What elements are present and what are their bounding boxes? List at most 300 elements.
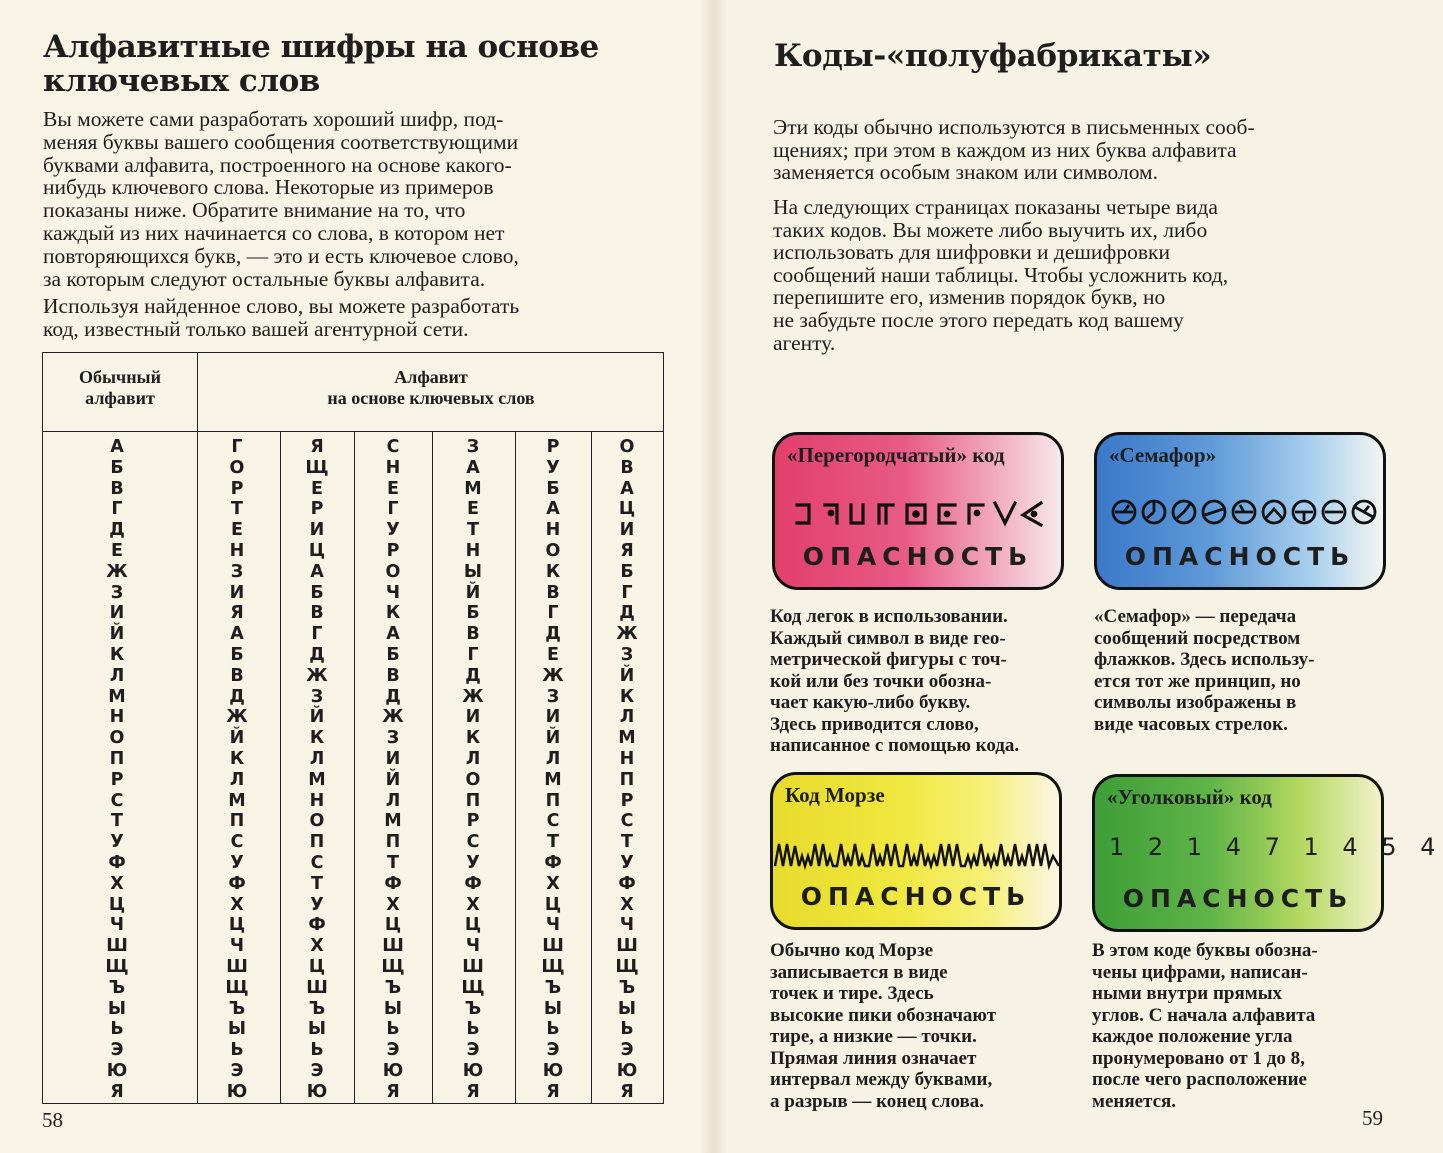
cipher-letter: Ф [228, 873, 246, 894]
cipher-letter: Е [467, 499, 479, 520]
cipher-letter: Ю [542, 1060, 564, 1081]
cipher-letter: Л [229, 769, 245, 790]
cipher-letter: Ю [226, 1081, 248, 1102]
cipher-table [42, 352, 664, 1104]
cipher-letter: Р [620, 790, 634, 811]
card-label: «Перегородчатый» код [787, 443, 1005, 467]
cipher-letter: М [544, 769, 562, 790]
cipher-letter: Й [109, 624, 125, 645]
cipher-letter: Ы [307, 1019, 327, 1040]
cipher-letter: Б [466, 603, 480, 624]
cipher-letter: Я [386, 1081, 400, 1102]
cipher-letter: Ъ [384, 977, 402, 998]
cipher-letter: К [385, 603, 401, 624]
pigpen-caption [770, 606, 1070, 757]
caption-line: Код легок в использовании. [770, 606, 1008, 627]
cipher-letter: Т [111, 811, 123, 832]
cipher-letter: Й [385, 769, 401, 790]
cipher-letter: Ф [618, 873, 636, 894]
cipher-letter: З [386, 728, 400, 749]
cipher-letter: Э [310, 1060, 324, 1081]
text-line: буквами алфавита, построенного на основе какого- [43, 152, 512, 177]
right-page-title: Коды-«полуфабрикаты» [774, 38, 1212, 74]
cipher-letter: У [546, 457, 560, 478]
cipher-letter: Ъ [228, 998, 246, 1019]
cipher-letter: Н [109, 707, 125, 728]
cipher-letter: З [230, 561, 244, 582]
cipher-letter: П [309, 832, 325, 853]
cipher-letter: Ы [383, 998, 403, 1019]
cipher-letter: Н [545, 520, 561, 541]
text-line: меняя буквы вашего сообщения соответствующими [43, 129, 519, 154]
card-word: ОПАСНОСТЬ [1124, 542, 1356, 571]
cipher-letter: Ъ [308, 998, 326, 1019]
caption-line: метрической фигуры с точ- [770, 649, 1007, 670]
cipher-letter: Ч [465, 936, 481, 957]
keyword-column [453, 437, 493, 1103]
caption-line: чены цифрами, написан- [1092, 961, 1308, 983]
cipher-letter: Ц [618, 499, 636, 520]
cipher-letter: Т [231, 499, 243, 520]
caption-line: после чего расположение [1092, 1069, 1307, 1090]
title-line: ключевых слов [43, 63, 320, 99]
plain-alphabet-column [99, 437, 135, 1103]
text-line: На следующих страницах показаны четыре вида [773, 195, 1218, 219]
text-line: заменяется особым знаком или символом. [773, 160, 1159, 185]
cipher-letter: Н [309, 790, 325, 811]
cipher-letter: В [466, 624, 480, 645]
cipher-letter: Р [466, 811, 480, 832]
card-word: ОПАСНОСТЬ [800, 882, 1032, 911]
cipher-letter: З [110, 582, 124, 603]
cipher-letter: Л [465, 748, 481, 769]
table-column-divider [354, 431, 355, 1103]
text-line: каждый из них начинается со слова, в котором нет [43, 220, 505, 245]
text-line: повторяющихся букв, — это и есть ключевое слово, [43, 243, 519, 268]
cipher-letter: И [385, 748, 401, 769]
cipher-letter: Й [545, 728, 561, 749]
cipher-letter: Ц [544, 894, 562, 915]
cipher-letter: П [229, 811, 245, 832]
cipher-letter: З [620, 644, 634, 665]
cipher-letter: С [466, 832, 480, 853]
caption-line: меняется. [1092, 1090, 1177, 1112]
caption-line: Обычно код Морзе [770, 940, 934, 961]
cipher-letter: Ц [464, 915, 482, 936]
caption-line: чает какую-либо букву. [770, 692, 971, 713]
cipher-letter: Е [111, 540, 123, 561]
cipher-letter: Г [231, 437, 243, 457]
cipher-letter: Р [110, 769, 124, 790]
table-column-divider [515, 431, 516, 1103]
caption-line: высокие пики обозначают [770, 1004, 997, 1026]
cipher-letter: М [308, 769, 326, 790]
cipher-letter: А [466, 457, 480, 478]
cipher-letter: Е [311, 478, 323, 499]
cipher-letter: Ж [462, 686, 484, 707]
cipher-letter: Ъ [108, 977, 126, 998]
cipher-letter: У [230, 852, 244, 873]
cipher-letter: В [310, 603, 324, 624]
cipher-letter: О [229, 457, 245, 478]
cipher-letter: М [464, 478, 482, 499]
caption-line: ными внутри прямых [1092, 983, 1283, 1004]
cipher-letter: Ф [108, 852, 126, 873]
caption-line: пронумеровано от 1 до 8, [1092, 1047, 1305, 1069]
cipher-letter: Н [619, 748, 635, 769]
cipher-letter: Э [386, 1040, 400, 1061]
cipher-letter: З [466, 437, 480, 457]
cipher-letter: Л [109, 665, 125, 686]
cipher-letter: К [229, 748, 245, 769]
cipher-letter: Ц [308, 540, 326, 561]
text-line: перепишите его, изменив порядок букв, но [773, 285, 1166, 310]
cipher-letter: К [309, 728, 325, 749]
cipher-letter: Г [547, 603, 559, 624]
cipher-letter: Р [310, 499, 324, 520]
text-line: код, известный только вашей агентурной сети. [43, 316, 469, 341]
cipher-letter: П [545, 790, 561, 811]
cipher-letter: Д [465, 665, 481, 686]
cipher-letter: Ж [106, 561, 128, 582]
cipher-letter: В [230, 665, 244, 686]
cipher-letter: У [386, 520, 400, 541]
cipher-letter: С [110, 790, 124, 811]
caption-line: а разрыв — конец слова. [770, 1090, 985, 1112]
cipher-letter: Д [229, 686, 245, 707]
cipher-letter: Д [109, 520, 125, 541]
caption-line: Прямая линия означает [770, 1047, 977, 1069]
cipher-letter: А [620, 478, 634, 499]
cipher-letter: Ы [227, 1019, 247, 1040]
table-column-divider [280, 431, 281, 1103]
caption-line: кой или без точки обозна- [770, 670, 992, 692]
cipher-letter: Т [387, 852, 399, 873]
cipher-letter: Ш [616, 936, 638, 957]
card-word: ОПАСНОСТЬ [802, 542, 1034, 571]
cipher-letter: А [110, 437, 124, 457]
cipher-letter: Э [230, 1060, 244, 1081]
cipher-letter: Ю [106, 1060, 128, 1081]
cipher-letter: А [230, 624, 244, 645]
cipher-letter: Ь [310, 1040, 324, 1061]
cipher-letter: Я [546, 1081, 560, 1102]
cipher-letter: Ч [619, 915, 635, 936]
cipher-letter: Ю [382, 1060, 404, 1081]
cipher-letter: Й [309, 707, 325, 728]
cipher-letter: О [465, 769, 481, 790]
cipher-letter: Б [110, 457, 124, 478]
cipher-letter: К [465, 728, 481, 749]
caption-line: ется тот же принцип, но [1094, 670, 1301, 692]
text-line: показаны ниже. Обратите внимание на то, что [43, 198, 466, 223]
cipher-letter: А [546, 499, 560, 520]
cipher-letter: Ж [382, 707, 404, 728]
cipher-letter: И [619, 520, 635, 541]
cipher-letter: У [466, 852, 480, 873]
cipher-letter: Л [309, 748, 325, 769]
header-line: на основе ключевых слов [327, 388, 535, 408]
cipher-letter: Ь [386, 1019, 400, 1040]
card-label: «Семафор» [1109, 443, 1217, 467]
cipher-letter: И [309, 520, 325, 541]
cipher-letter: Р [230, 478, 244, 499]
caption-line: каждое положение угла [1092, 1026, 1293, 1047]
cipher-letter: Ц [108, 894, 126, 915]
cipher-letter: Н [385, 457, 401, 478]
cipher-letter: М [618, 728, 636, 749]
header-line: Алфавит [394, 367, 468, 387]
cipher-letter: О [109, 728, 125, 749]
cipher-letter: В [386, 665, 400, 686]
cipher-letter: П [109, 748, 125, 769]
cipher-letter: Л [619, 707, 635, 728]
cipher-letter: Ф [308, 915, 326, 936]
cipher-letter: Ю [462, 1060, 484, 1081]
cipher-letter: З [546, 686, 560, 707]
cipher-letter: В [546, 582, 560, 603]
cipher-letter: Ч [545, 915, 561, 936]
cipher-letter: Б [546, 478, 560, 499]
cipher-letter: Ъ [544, 977, 562, 998]
text-line: Вы можете сами разработать хороший шифр, под- [43, 107, 504, 131]
card-label: Код Морзе [785, 783, 885, 807]
cipher-letter: Т [621, 832, 633, 853]
header-line: Обычный [78, 367, 161, 387]
cipher-letter: М [384, 811, 402, 832]
cipher-letter: Ч [385, 582, 401, 603]
card-label: «Уголковый» код [1107, 785, 1272, 809]
text-line: таких кодов. Вы можете либо выучить их, либо [773, 217, 1208, 242]
cipher-letter: Ц [308, 956, 326, 977]
cipher-letter: В [110, 478, 124, 499]
text-line: Используя найденное слово, вы можете разработать [43, 294, 520, 318]
table-header-divider [43, 431, 663, 432]
left-page-title [43, 30, 663, 98]
cipher-letter: Ы [107, 998, 127, 1019]
pigpen-symbols-icon [789, 485, 1057, 535]
cipher-letter: Ь [110, 1019, 124, 1040]
cipher-letter: Я [620, 1081, 634, 1102]
cipher-letter: Я [310, 437, 324, 457]
cipher-letter: И [545, 707, 561, 728]
cipher-letter: Т [467, 520, 479, 541]
cipher-letter: Ф [544, 852, 562, 873]
cipher-letter: Ш [306, 977, 328, 998]
header-line: алфавит [85, 388, 155, 408]
cipher-letter: Й [619, 665, 635, 686]
cipher-letter: Ш [382, 936, 404, 957]
header-plain-alphabet [43, 367, 197, 409]
cipher-letter: Д [309, 644, 325, 665]
cipher-letter: Х [466, 894, 480, 915]
cipher-letter: Х [386, 894, 400, 915]
cipher-letter: Ь [230, 1040, 244, 1061]
cipher-letter: С [620, 811, 634, 832]
caption-line: Здесь приводится слово, [770, 713, 979, 735]
cipher-letter: Х [310, 936, 324, 957]
cipher-letter: Ж [226, 707, 248, 728]
caption-line: тире, а низкие — точки. [770, 1026, 977, 1047]
cipher-letter: Ю [616, 1060, 638, 1081]
cipher-letter: Ь [466, 1019, 480, 1040]
cipher-letter: Д [545, 624, 561, 645]
cipher-letter: Г [311, 624, 323, 645]
semaphore-clock-symbols-icon [1111, 485, 1381, 535]
cipher-letter: Н [465, 540, 481, 561]
caption-line: записывается в виде [770, 961, 948, 983]
cipher-letter: К [109, 644, 125, 665]
cipher-letter: Ш [226, 956, 248, 977]
cipher-letter: Я [466, 1081, 480, 1102]
cipher-letter: Й [229, 728, 245, 749]
semaphore-code-card [1094, 432, 1386, 590]
cipher-letter: О [619, 437, 635, 457]
pigpen-code-card [772, 432, 1064, 590]
cipher-letter: Д [385, 686, 401, 707]
cipher-letter: У [620, 852, 634, 873]
cipher-letter: Л [545, 748, 561, 769]
cipher-letter: Э [620, 1040, 634, 1061]
cipher-letter: В [620, 457, 634, 478]
cipher-letter: Щ [615, 956, 639, 977]
cipher-letter: Б [386, 644, 400, 665]
text-line: Эти коды обычно используются в письменных сооб- [773, 115, 1255, 139]
cipher-letter: Щ [381, 956, 405, 977]
cipher-letter: Э [546, 1040, 560, 1061]
text-line: за которым следуют остальные буквы алфавита. [43, 266, 486, 291]
header-keyword-alphabet [197, 367, 665, 409]
cipher-letter: Я [110, 1081, 124, 1102]
caption-line: «Семафор» — передача [1094, 606, 1297, 627]
angle-caption [1092, 940, 1392, 1112]
cipher-letter: Ч [229, 936, 245, 957]
cipher-letter: Ы [617, 998, 637, 1019]
cipher-letter: К [545, 561, 561, 582]
usage-paragraph [43, 295, 668, 341]
cipher-letter: Б [620, 561, 634, 582]
cipher-letter: Ф [384, 873, 402, 894]
keyword-column [607, 437, 647, 1103]
cipher-letter: Д [619, 603, 635, 624]
cipher-letter: П [385, 832, 401, 853]
keyword-column [373, 437, 413, 1103]
caption-line: сообщений посредством [1094, 627, 1301, 649]
cipher-letter: Э [110, 1040, 124, 1061]
cipher-letter: У [110, 832, 124, 853]
cipher-letter: П [619, 769, 635, 790]
page-number: 59 [1362, 1106, 1383, 1130]
cipher-letter: М [108, 686, 126, 707]
cipher-letter: Ч [109, 915, 125, 936]
text-line: использовать для шифровки и дешифровки [773, 240, 1170, 265]
keyword-column [217, 437, 257, 1103]
cipher-letter: Ь [620, 1019, 634, 1040]
cipher-letter: А [386, 624, 400, 645]
cipher-letter: Ю [306, 1081, 328, 1102]
card-word: ОПАСНОСТЬ [1122, 884, 1354, 913]
caption-line: углов. С начала алфавита [1092, 1004, 1316, 1026]
cipher-letter: С [230, 832, 244, 853]
cipher-letter: Р [386, 540, 400, 561]
caption-line: написанное с помощью кода. [770, 735, 1020, 756]
cipher-letter: Ц [384, 915, 402, 936]
cipher-letter: Б [310, 582, 324, 603]
angle-number-symbols-icon: 1 2 1 4 7 1 4 5 4 [1109, 833, 1443, 861]
semaphore-caption [1094, 606, 1394, 735]
cipher-letter: И [109, 603, 125, 624]
cipher-letter: П [465, 790, 481, 811]
cipher-letter: Й [465, 582, 481, 603]
codes-details-paragraph [773, 196, 1387, 354]
cipher-letter: Г [621, 582, 633, 603]
cipher-letter: С [386, 437, 400, 457]
codes-intro-paragraph [773, 116, 1387, 184]
intro-paragraph [43, 108, 668, 290]
page-number: 58 [42, 1108, 63, 1132]
cipher-letter: Щ [105, 956, 129, 977]
cipher-letter: С [546, 811, 560, 832]
cipher-letter: Ц [228, 915, 246, 936]
cipher-letter: Ъ [618, 977, 636, 998]
cipher-letter: С [310, 852, 324, 873]
cipher-letter: Т [311, 873, 323, 894]
caption-line: Каждый символ в виде гео- [770, 627, 1006, 649]
title-line: Алфавитные шифры на основе [43, 29, 599, 65]
morse-caption [770, 940, 1070, 1112]
cipher-letter: К [619, 686, 635, 707]
text-line: не забудьте после этого передать код вашему [773, 307, 1184, 332]
cipher-letter: Щ [305, 457, 329, 478]
text-line: нибудь ключевого слова. Некоторые из примеров [43, 175, 494, 200]
table-column-divider [432, 431, 433, 1103]
text-line: агенту. [773, 330, 836, 355]
cipher-letter: А [310, 561, 324, 582]
cipher-letter: Ъ [464, 998, 482, 1019]
cipher-letter: Щ [225, 977, 249, 998]
morse-waveform-icon [775, 831, 1059, 881]
cipher-letter: О [385, 561, 401, 582]
morse-code-card [770, 772, 1062, 930]
cipher-letter: Е [387, 478, 399, 499]
table-column-divider [591, 431, 592, 1103]
cipher-letter: И [465, 707, 481, 728]
left-page [0, 0, 712, 1153]
cipher-letter: Э [466, 1040, 480, 1061]
cipher-letter: Ж [616, 624, 638, 645]
angle-code-card [1092, 774, 1443, 932]
cipher-letter: Ы [543, 998, 563, 1019]
cipher-letter: Ф [464, 873, 482, 894]
cipher-letter: Ш [106, 936, 128, 957]
cipher-letter: Т [547, 832, 559, 853]
cipher-letter: Г [111, 499, 123, 520]
cipher-letter: Ы [463, 561, 483, 582]
cipher-letter: Х [620, 894, 634, 915]
cipher-letter: Я [230, 603, 244, 624]
cipher-letter: Н [229, 540, 245, 561]
caption-line: В этом коде буквы обозна- [1092, 940, 1318, 961]
cipher-letter: З [310, 686, 324, 707]
text-line: щениях; при этом в каждом из них буква алфавита [773, 137, 1237, 162]
cipher-letter: Г [387, 499, 399, 520]
caption-line: флажков. Здесь использу- [1094, 649, 1315, 670]
keyword-column [533, 437, 573, 1103]
cipher-letter: Ь [546, 1019, 560, 1040]
cipher-letter: О [545, 540, 561, 561]
cipher-letter: Щ [461, 977, 485, 998]
cipher-letter: Е [547, 644, 559, 665]
